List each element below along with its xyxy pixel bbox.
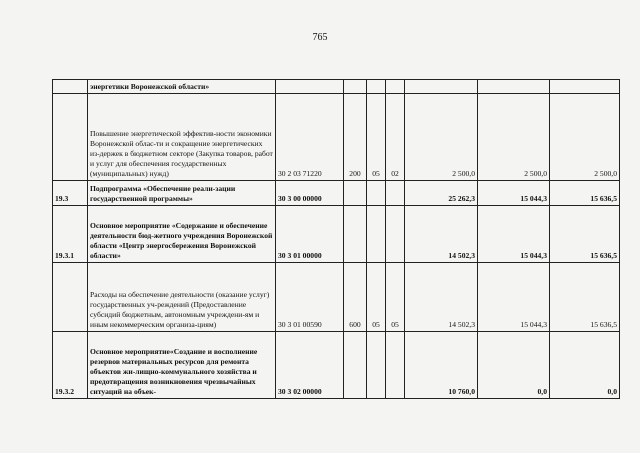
row-number: 19.3.2 bbox=[53, 332, 88, 399]
row-value-2: 15 044,3 bbox=[478, 181, 550, 206]
row-value-2: 15 044,3 bbox=[478, 206, 550, 263]
row-name: Повышение энергетической эффектив-ности экономики Воронежской облас-ти и сокращение энергетических из-держек в бюджетном секторе (Закупка товаров, работ и услуг для обеспечения государственных (муниципальных) нужд) bbox=[88, 94, 276, 181]
row-name: Подпрограмма «Обеспечение реали-зации государственной программы» bbox=[88, 181, 276, 206]
row-code: 30 3 01 00000 bbox=[276, 206, 344, 263]
row-rz bbox=[367, 181, 386, 206]
row-pr: 02 bbox=[386, 94, 405, 181]
row-value-2 bbox=[478, 80, 550, 94]
row-code: 30 2 03 71220 bbox=[276, 94, 344, 181]
row-rz bbox=[367, 80, 386, 94]
row-name: Основное мероприятие«Создание и восполнение резервов материальных ресурсов для ремонта объектов жи-лищно-коммунального хозяйства и предотвращения возникновения чрезвычайных ситуаций на объек- bbox=[88, 332, 276, 399]
table-row bbox=[53, 206, 620, 263]
row-value-3: 15 636,5 bbox=[550, 263, 620, 332]
row-number bbox=[53, 263, 88, 332]
row-rz bbox=[367, 332, 386, 399]
row-value-1: 25 262,3 bbox=[405, 181, 478, 206]
row-code: 30 3 02 00000 bbox=[276, 332, 344, 399]
budget-table bbox=[52, 79, 620, 399]
row-pr bbox=[386, 80, 405, 94]
row-value-1: 10 760,0 bbox=[405, 332, 478, 399]
row-pr bbox=[386, 332, 405, 399]
row-value-1: 14 502,3 bbox=[405, 206, 478, 263]
row-vr bbox=[344, 206, 367, 263]
row-number bbox=[53, 94, 88, 181]
table-row bbox=[53, 181, 620, 206]
row-vr bbox=[344, 332, 367, 399]
row-name: Основное мероприятие «Содержание и обеспечение деятельности бюд-жетного учреждения Воронежской области «Центр энергосбережения Воронежской области» bbox=[88, 206, 276, 263]
row-code: 30 3 01 00590 bbox=[276, 263, 344, 332]
row-number: 19.3.1 bbox=[53, 206, 88, 263]
row-pr bbox=[386, 206, 405, 263]
row-number: 19.3 bbox=[53, 181, 88, 206]
row-vr: 200 bbox=[344, 94, 367, 181]
row-code: 30 3 00 00000 bbox=[276, 181, 344, 206]
row-value-1: 2 500,0 bbox=[405, 94, 478, 181]
row-value-3 bbox=[550, 80, 620, 94]
row-vr: 600 bbox=[344, 263, 367, 332]
row-name: энергетики Воронежской области» bbox=[88, 80, 276, 94]
row-value-2: 0,0 bbox=[478, 332, 550, 399]
row-rz bbox=[367, 206, 386, 263]
row-value-1: 14 502,3 bbox=[405, 263, 478, 332]
row-rz: 05 bbox=[367, 263, 386, 332]
row-name: Расходы на обеспечение деятельности (оказание услуг) государственных уч-реждений (Предоставление субсидий бюджетным, автономным учреждени-ям и иным некоммерческим организа-циям) bbox=[88, 263, 276, 332]
row-rz: 05 bbox=[367, 94, 386, 181]
row-vr bbox=[344, 181, 367, 206]
row-value-2: 15 044,3 bbox=[478, 263, 550, 332]
row-value-3: 15 636,5 bbox=[550, 206, 620, 263]
table-row bbox=[53, 332, 620, 399]
table-row bbox=[53, 80, 620, 94]
row-pr bbox=[386, 181, 405, 206]
row-vr bbox=[344, 80, 367, 94]
page-number: 765 bbox=[312, 32, 328, 43]
table-row bbox=[53, 94, 620, 181]
row-value-3: 2 500,0 bbox=[550, 94, 620, 181]
row-pr: 05 bbox=[386, 263, 405, 332]
row-value-3: 0,0 bbox=[550, 332, 620, 399]
row-code bbox=[276, 80, 344, 94]
row-number bbox=[53, 80, 88, 94]
table-row bbox=[53, 263, 620, 332]
row-value-1 bbox=[405, 80, 478, 94]
row-value-3: 15 636,5 bbox=[550, 181, 620, 206]
row-value-2: 2 500,0 bbox=[478, 94, 550, 181]
